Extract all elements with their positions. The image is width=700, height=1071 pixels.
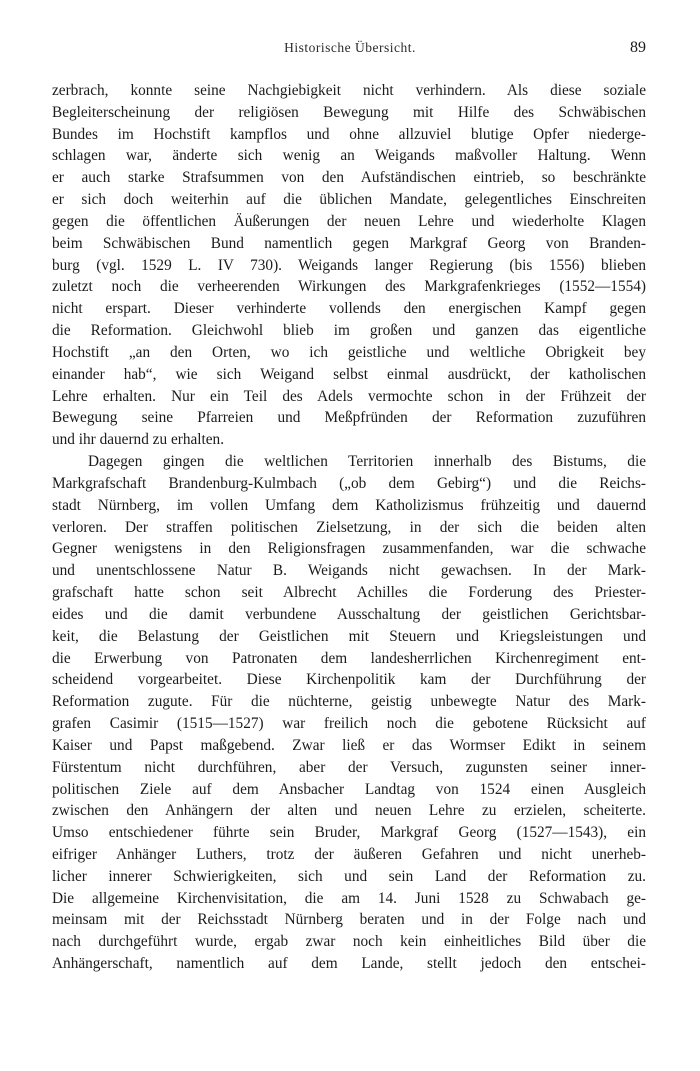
text-line: scheidend vorgearbeitet. Diese Kirchenpolitik kam der Durchführung der — [52, 671, 646, 689]
text-line: nicht erspart. Dieser verhinderte vollends den energischen Kampf gegen — [52, 300, 646, 318]
page-number: 89 — [630, 39, 646, 56]
text-line: burg (vgl. 1529 L. IV 730). Weigands langer Regierung (bis 1556) blieben — [52, 256, 646, 274]
paragraph-2 — [52, 451, 646, 975]
text-line: Markgrafschaft Brandenburg-Kulmbach („ob dem Gebirg“) und die Reichs- — [52, 474, 646, 492]
text-line: grafen Casimir (1515—1527) war freilich noch die gebotene Rücksicht auf — [52, 715, 646, 733]
text-line: schlagen war, änderte sich wenig an Weigands maßvoller Haltung. Wenn — [52, 147, 646, 165]
text-line: die Erwerbung von Patronaten dem landesherrlichen Kirchenregiment ent- — [52, 649, 646, 667]
text-line: Kaiser und Papst maßgebend. Zwar ließ er das Wormser Edikt in seinem — [52, 736, 646, 754]
text-line: Begleiterscheinung der religiösen Bewegung mit Hilfe des Schwäbischen — [52, 103, 646, 121]
text-line: meinsam mit der Reichsstadt Nürnberg beraten und in der Folge nach und — [52, 911, 646, 929]
text-line: Bundes im Hochstift kampflos und ohne allzuviel blutige Opfer niederge- — [52, 125, 646, 143]
text-line: Hochstift „an den Orten, wo ich geistliche und weltliche Obrigkeit bey — [52, 343, 646, 361]
text-line: einander hab“, wie sich Weigand selbst einmal ausdrückt, der katholischen — [52, 365, 646, 383]
text-line: eifriger Anhänger Luthers, trotz der äußeren Gefahren und nicht unerheb- — [52, 845, 646, 863]
text-line: Dagegen gingen die weltlichen Territorien innerhalb des Bistums, die — [88, 453, 646, 471]
text-line: zwischen den Anhängern der alten und neuen Lehre zu erzielen, scheiterte. — [52, 802, 646, 820]
text-line: er sich doch weiterhin auf die üblichen Mandate, gelegentliches Einschreiten — [52, 191, 646, 209]
paragraph-1 — [52, 80, 646, 451]
text-line: verloren. Der straffen politischen Zielsetzung, in der sich die beiden alten — [52, 518, 646, 536]
page-header — [54, 40, 646, 62]
text-line: zerbrach, konnte seine Nachgiebigkeit nicht verhindern. Als diese soziale — [52, 82, 646, 99]
text-line: Lehre erhalten. Nur ein Teil des Adels vermochte schon in der Frühzeit der — [52, 387, 646, 405]
text-line: Die allgemeine Kirchenvisitation, die am 14. Juni 1528 zu Schwabach ge- — [52, 889, 646, 907]
running-title: Historische Übersicht. — [284, 40, 416, 55]
text-line: Umso entschiedener führte sein Bruder, Markgraf Georg (1527—1543), ein — [52, 824, 646, 842]
text-line: und unentschlossene Natur B. Weigands nicht gewachsen. In der Mark- — [52, 562, 646, 580]
text-line: gegen die öffentlichen Äußerungen der neuen Lehre und wiederholte Klagen — [52, 212, 646, 230]
text-line: eides und die damit verbundene Ausschaltung der geistlichen Gerichtsbar- — [52, 605, 646, 623]
text-line: Bewegung seine Pfarreien und Meßpfründen der Reformation zuzuführen — [52, 409, 646, 427]
text-line: beim Schwäbischen Bund namentlich gegen Markgraf Georg von Branden- — [52, 234, 646, 252]
text-line: Reformation zugute. Für die nüchterne, geistig unbewegte Natur des Mark- — [52, 693, 646, 711]
text-line: grafschaft hatte schon seit Albrecht Achilles die Forderung des Priester- — [52, 584, 646, 602]
text-line: Fürstentum nicht durchführen, aber der Versuch, zugunsten seiner inner- — [52, 758, 646, 776]
text-line: politischen Ziele auf dem Ansbacher Landtag von 1524 einen Ausgleich — [52, 780, 646, 798]
text-line: stadt Nürnberg, im vollen Umfang dem Katholizismus frühzeitig und dauernd — [52, 496, 646, 514]
text-line: die Reformation. Gleichwohl blieb im großen und ganzen das eigentliche — [52, 322, 646, 340]
body-text — [52, 80, 646, 975]
text-line: nach durchgeführt wurde, ergab zwar noch kein einheitliches Bild über die — [52, 933, 646, 951]
text-line: zuletzt noch die verheerenden Wirkungen des Markgrafenkrieges (1552—1554) — [52, 278, 646, 296]
text-line: licher innerer Schwierigkeiten, sich und sein Land der Reformation zu. — [52, 867, 646, 885]
text-line: und ihr dauernd zu erhalten. — [52, 431, 225, 449]
text-line: Anhängerschaft, namentlich auf dem Lande, stellt jedoch den entschei- — [52, 955, 646, 973]
text-line: keit, die Belastung der Geistlichen mit Steuern und Kriegsleistungen und — [52, 627, 646, 645]
text-line: Gegner wenigstens in den Religionsfragen zusammenfanden, war die schwache — [52, 540, 646, 558]
text-line: er auch starke Strafsummen von den Aufständischen eintrieb, so beschränkte — [52, 169, 646, 187]
